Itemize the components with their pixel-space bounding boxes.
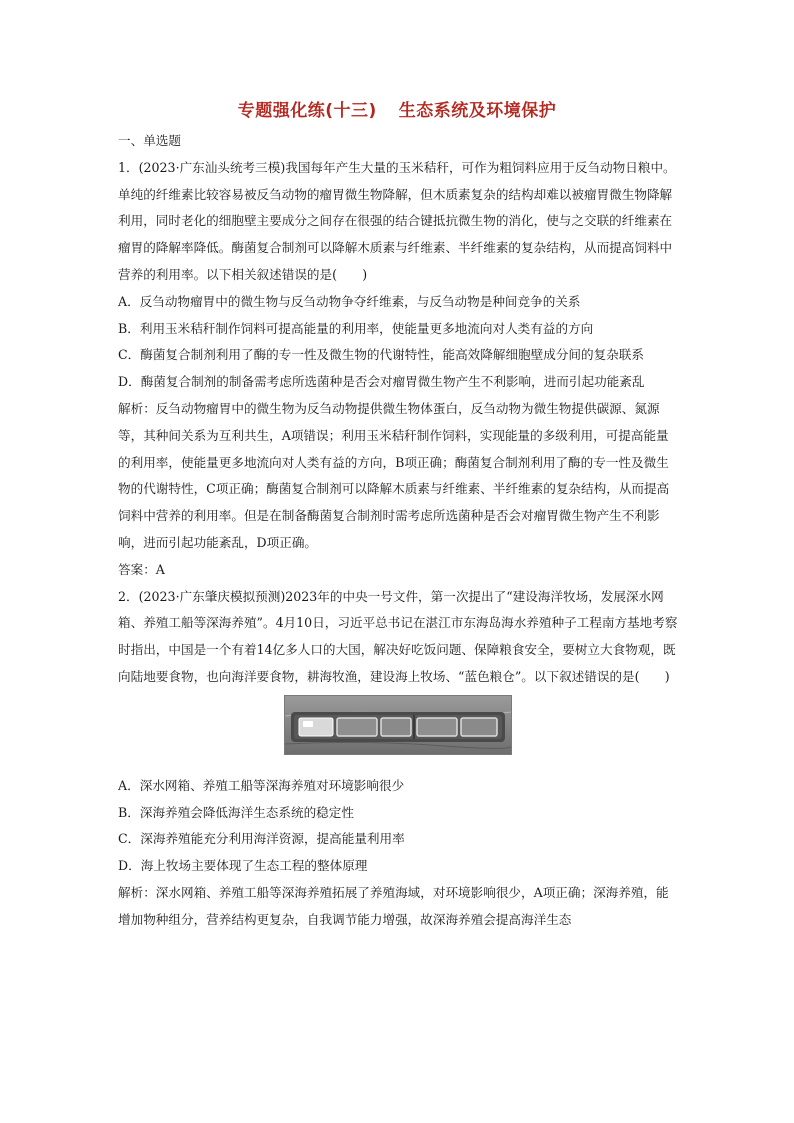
analysis-label: 解析： xyxy=(118,884,156,900)
analysis-paragraph xyxy=(118,396,678,557)
option-b: B．深海养殖会降低海洋生态系统的稳定性 xyxy=(118,804,354,820)
question-2 xyxy=(118,584,678,934)
figure-container xyxy=(118,695,678,767)
option-b: B．利用玉米秸秆制作饲料可提高能量的利用率，使能量更多地流向对人类有益的方向 xyxy=(118,320,594,336)
question-1 xyxy=(118,155,678,584)
analysis-label: 解析： xyxy=(118,400,156,416)
analysis-paragraph xyxy=(118,880,678,934)
section-heading: 一、单选题 xyxy=(118,133,181,148)
answer-value: A xyxy=(155,561,165,577)
page-title xyxy=(0,96,794,121)
answer-label: 答案： xyxy=(118,561,156,577)
aquaculture-ship-photo xyxy=(284,695,512,755)
option-a: A．反刍动物瘤胃中的微生物与反刍动物争夺纤维素，与反刍动物是种间竞争的关系 xyxy=(118,293,581,309)
title-part-1: 专题强化练(十三) xyxy=(237,101,377,121)
option-a: A．深水网箱、养殖工船等深海养殖对环境影响很少 xyxy=(118,777,405,793)
option-c: C．深海养殖能充分利用海洋资源，提高能量利用率 xyxy=(118,831,405,847)
title-part-2: 生态系统及环境保护 xyxy=(398,101,557,121)
option-c: C．酶菌复合制剂利用了酶的专一性及微生物的代谢特性，能高效降解细胞壁成分间的复杂联系 xyxy=(118,347,644,363)
analysis-text: 反刍动物瘤胃中的微生物为反刍动物提供微生物体蛋白，反刍动物为微生物提供碳源、氮源等，其种间关系为互利共生，A项错误；利用玉米秸秆制作饲料，实现能量的多级利用，可提高能量的利用率，使能量更多地流向对人类有益的方向，B项正确；酶菌复合制剂利用了酶的专一性及微生物的代谢特性，C项正确；酶菌复合制剂可以降解木质素与纤维素、半纤维素的复杂结构，从而提高饲料中营养的利用率。但是在制备酶菌复合制剂时需考虑所选菌种是否会对瘤胃微生物产生不利影响，进而引起功能紊乱，D项正确。 xyxy=(118,400,670,550)
analysis-text: 深水网箱、养殖工船等深海养殖拓展了养殖海域，对环境影响很少，A项正确；深海养殖，能增加物种组分，营养结构更复杂，自我调节能力增强，故深海养殖会提高海洋生态 xyxy=(118,884,669,927)
document-body xyxy=(118,128,678,934)
option-d: D．酶菌复合制剂的制备需考虑所选菌种是否会对瘤胃微生物产生不利影响，进而引起功能紊乱 xyxy=(118,374,645,390)
question-stem: 1．(2023·广东汕头统考三模)我国每年产生大量的玉米秸秆，可作为粗饲料应用于反刍动物日粮中。单纯的纤维素比较容易被反刍动物的瘤胃微生物降解，但木质素复杂的结构却难以被瘤胃微生物降解利用，同时老化的细胞壁主要成分之间存在很强的结合键抵抗微生物的消化，使与之交联的纤维素在瘤胃的降解率降低。酶菌复合制剂可以降解木质素与纤维素、半纤维素的复杂结构，从而提高饲料中营养的利用率。以下相关叙述错误的是( ) xyxy=(118,159,676,282)
option-d: D．海上牧场主要体现了生态工程的整体原理 xyxy=(118,858,368,874)
answer-line xyxy=(118,557,678,584)
question-stem: 2．(2023·广东肇庆模拟预测)2023年的中央一号文件，第一次提出了“建设海洋牧场，发展深水网箱、养殖工船等深海养殖”。4月10日，习近平总书记在湛江市东海岛海水养殖种子工程南方基地考察时指出，中国是一个有着14亿多人口的大国，解决好吃饭问题、保障粮食安全，要树立大食物观，既向陆地要食物，也向海洋要食物，耕海牧渔，建设海上牧场、“蓝色粮仓”。以下叙述错误的是( ) xyxy=(118,588,678,684)
